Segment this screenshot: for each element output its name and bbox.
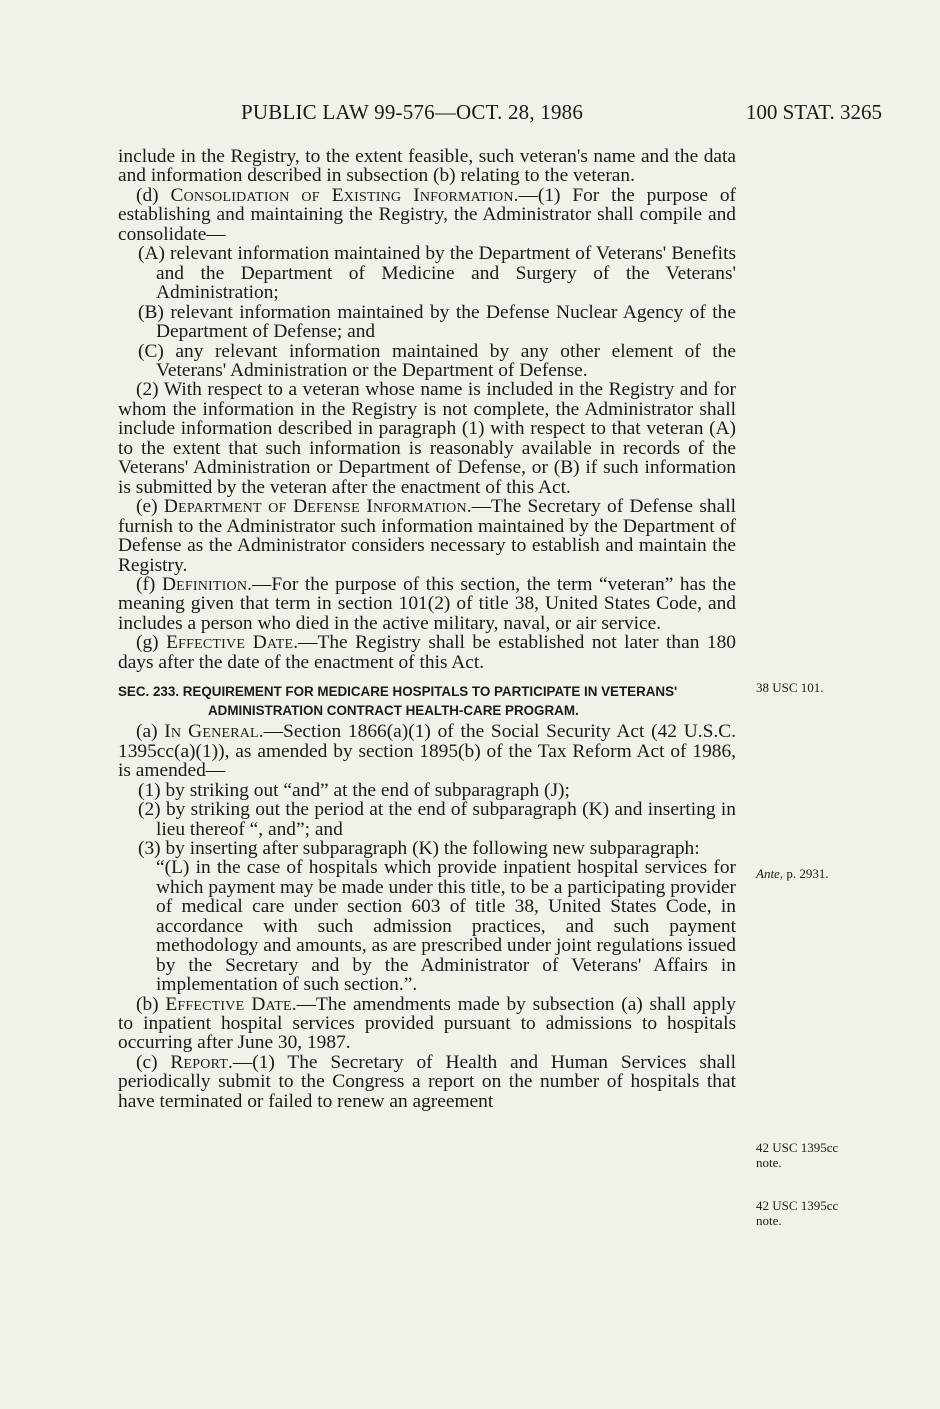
margin-note-38-usc-101: 38 USC 101. [756,680,824,695]
subsection-label: (a) [136,721,165,743]
subsection-b [118,995,736,1053]
margin-note-ante-italic: Ante, [756,866,784,881]
subsection-heading: Department of Defense Information [163,496,467,518]
subsection-text: .—(1) For the purpose of establishing and maintaining the Registry, the Administrator shall compile and consolidate— [118,184,736,245]
subsection-heading: Report [170,1051,229,1073]
subsection-c [118,1053,736,1111]
paragraph-a-2: (2) by striking out the period at the end of subparagraph (K) and inserting in lieu thereof “, and”; and [138,799,736,840]
page-header [0,100,940,132]
margin-note-42-usc-1395cc-first: 42 USC 1395cc note. [756,1140,839,1170]
body-text [118,147,736,1111]
subsection-heading: Effective Date [165,993,292,1015]
quoted-subparagraph-l: “(L) in the case of hospitals which provide inpatient hospital services for which payment may be made under this title, to be a participating provider of medical care under section 603 of title 38, United States Code, in accordance with such admission practices, and such payment methodology and amounts, as are prescribed under joint regulations issued by the Secretary and by the Administrator of Veterans' Affairs in implementation of such section.”. [156,857,736,996]
paragraph-a-1: (1) by striking out “and” at the end of subparagraph (J); [138,779,570,801]
paragraph-d-2: (2) With respect to a veteran whose name is included in the Registry and for whom the information in the Registry is not complete, the Administrator shall include information described in paragraph (1) with respect to that veteran (A) to the extent that such information is reasonably available in records of the Veterans' Administration or Department of Defense, or (B) if such information is submitted by the veteran after the enactment of this Act. [118,379,736,498]
subsection-label: (e) [136,496,164,518]
paragraph-a-3: (3) by inserting after subparagraph (K) the following new subparagraph: [138,837,700,859]
subsection-heading: Definition [161,573,248,595]
section-233-heading: SEC. 233. REQUIREMENT FOR MEDICARE HOSPITALS TO PARTICIPATE IN VETERANS' ADMINISTRATION CONTRACT HEALTH-CARE PROGRAM. [118,684,678,719]
subsection-heading: Consolidation of Existing Information [170,184,514,206]
statute-page-number: 100 STAT. 3265 [745,100,882,124]
subsection-heading: In General [164,721,259,743]
margin-note-ante-page: p. 2931. [783,866,829,881]
subsection-label: (g) [136,632,167,654]
running-title: PUBLIC LAW 99-576—OCT. 28, 1986 [241,100,584,124]
subparagraph-d-b: (B) relevant information maintained by the Defense Nuclear Agency of the Department of Defense; and [138,301,736,343]
subsection-g [118,633,736,672]
subsection-text: .—The Registry shall be established not later than 180 days after the date of the enactment of this Act. [118,632,737,673]
subsection-heading: Effective Date [166,632,294,654]
subsection-a [118,722,736,780]
subsection-text: .—For the purpose of this section, the term “veteran” has the meaning given that term in section 101(2) of title 38, United States Code, and includes a person who died in the active military, naval, or air service. [118,573,736,634]
margin-note-42-usc-1395cc-second: 42 USC 1395cc note. [756,1198,839,1228]
subsection-label: (b) [136,993,166,1015]
subparagraph-d-c: (C) any relevant information maintained by any other element of the Veterans' Administration or the Department of Defense. [138,340,736,381]
subsection-text: .—(1) The Secretary of Health and Human Services shall periodically submit to the Congress a report on the number of hospitals that have terminated or failed to renew an agreement [118,1051,736,1112]
paragraph-continuation: include in the Registry, to the extent feasible, such veteran's name and the data and information described in subsection (b) relating to the veteran. [118,146,736,187]
subsection-text: .—Section 1866(a)(1) of the Social Security Act (42 U.S.C. 1395cc(a)(1)), as amended by section 1895(b) of the Tax Reform Act of 1986, is amended— [118,721,736,782]
subsection-label: (c) [136,1051,171,1073]
subsection-d [118,186,736,244]
margin-note-ante [756,866,829,881]
subparagraph-d-a: (A) relevant information maintained by the Department of Veterans' Benefits and the Department of Medicine and Surgery of the Veterans' Administration; [138,243,736,304]
subsection-label: (d) [136,184,171,206]
subsection-f [118,575,736,633]
subsection-e [118,497,736,575]
subsection-text: .—The amendments made by subsection (a) shall apply to inpatient hospital services provided pursuant to admissions to hospitals occurring after June 30, 1987. [118,993,736,1054]
subsection-label: (f) [136,573,162,595]
subsection-text: .—The Secretary of Defense shall furnish to the Administrator such information maintained by the Department of Defense as the Administrator considers necessary to establish and maintain the Registry. [118,496,736,576]
